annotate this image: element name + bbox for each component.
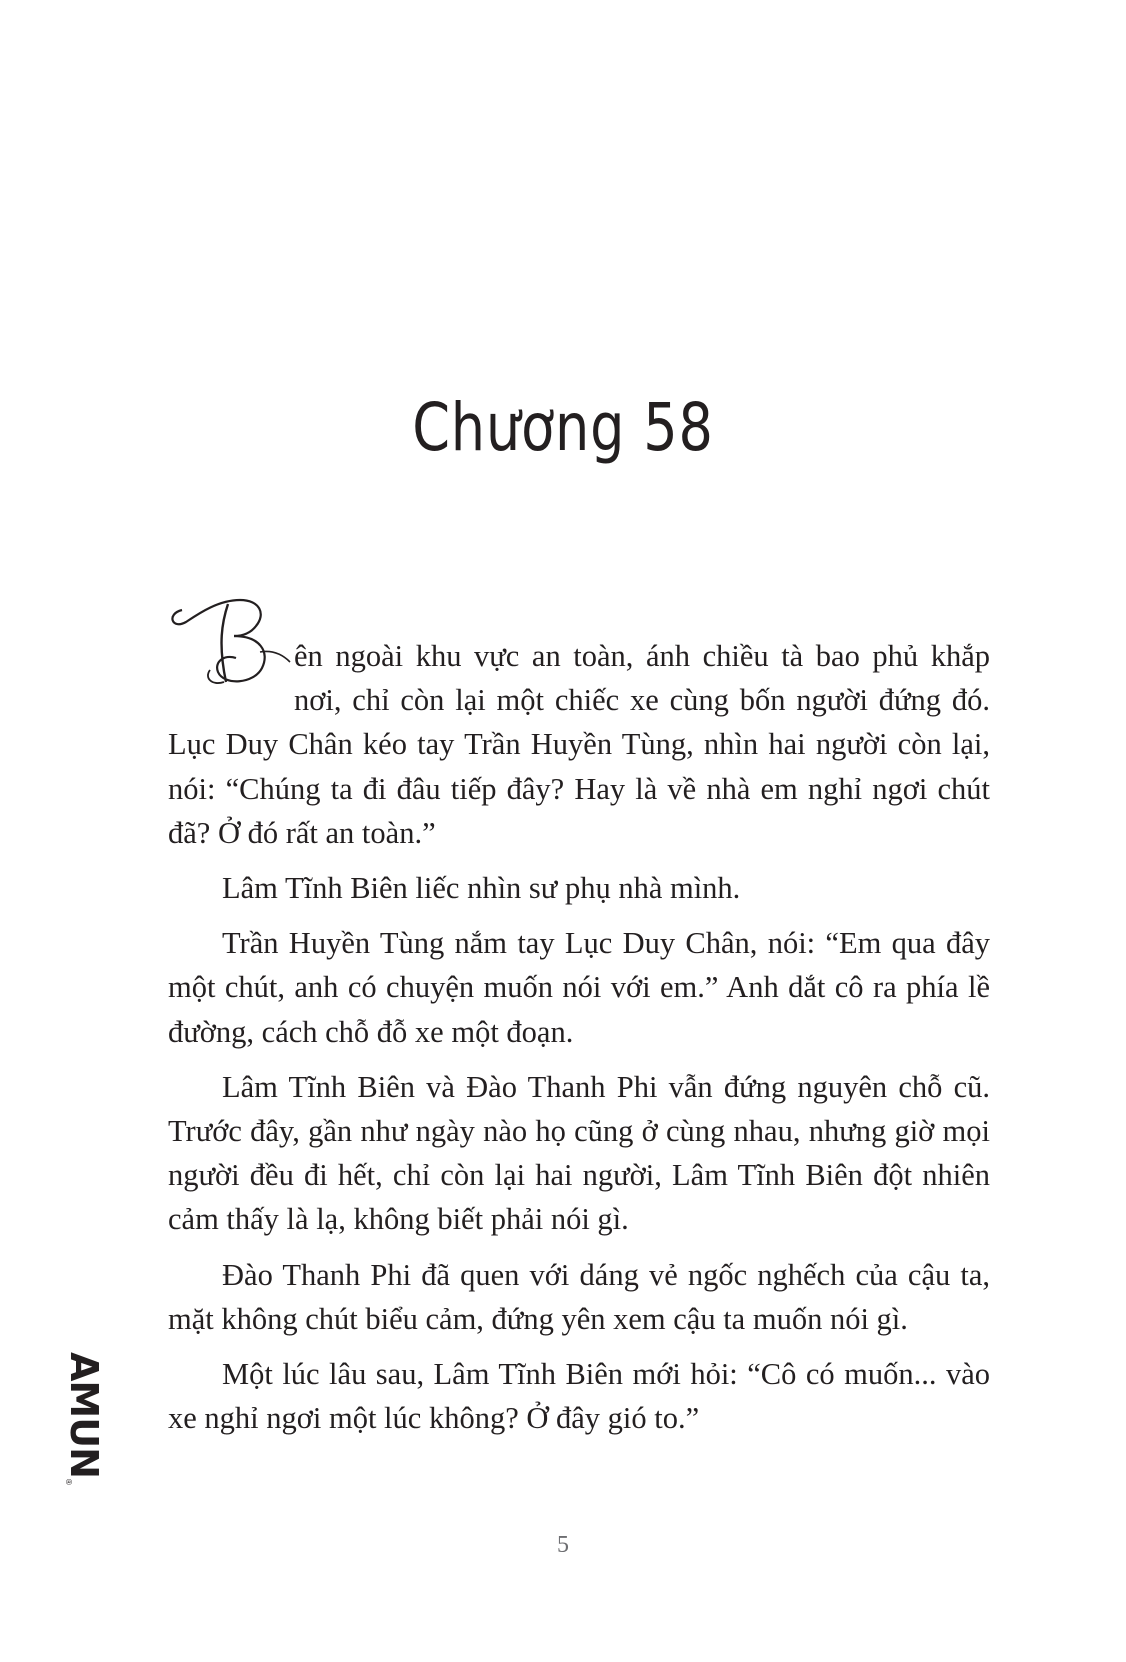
dropcap-flourish-icon [164, 592, 294, 688]
dropcap-b [164, 592, 294, 688]
registered-mark: ® [64, 1477, 73, 1486]
paragraph-5: Đào Thanh Phi đã quen với dáng vẻ ngốc nghếch của cậu ta, mặt không chút biểu cảm, đứng yên xem cậu ta muốn nói gì. [168, 1257, 990, 1336]
paragraph-1-text: ên ngoài khu vực an toàn, ánh chiều tà bao phủ khắp nơi, chỉ còn lại một chiếc xe cùng bốn người đứng đó. Lục Duy Chân kéo tay Trần Huyền Tùng, nhìn hai người còn lại, nói: “Chúng ta đi đâu tiếp đây? Hay là về nhà em nghỉ ngơi chút đã? Ở đó rất an toàn.” [168, 639, 990, 850]
paragraph-3: Trần Huyền Tùng nắm tay Lục Duy Chân, nói: “Em qua đây một chút, anh có chuyện muốn nói với em.” Anh dắt cô ra phía lề đường, cách chỗ đỗ xe một đoạn. [168, 926, 990, 1049]
chapter-title: Chương 58 [412, 389, 714, 466]
page-number: 5 [557, 1532, 569, 1558]
publisher-logo-text: AMUN [62, 1352, 106, 1478]
paragraph-6: Một lúc lâu sau, Lâm Tĩnh Biên mới hỏi: “Cô có muốn... vào xe nghỉ ngơi một lúc không? Ở đây gió to.” [168, 1357, 990, 1436]
paragraph-1 [168, 634, 990, 855]
publisher-logo [62, 1352, 106, 1486]
paragraph-4: Lâm Tĩnh Biên và Đào Thanh Phi vẫn đứng nguyên chỗ cũ. Trước đây, gần như ngày nào họ cũng ở cùng nhau, nhưng giờ mọi người đều đi hết, chỉ còn lại hai người, Lâm Tĩnh Biên đột nhiên cảm thấy là lạ, không biết phải nói gì. [168, 1069, 990, 1237]
paragraph-2: Lâm Tĩnh Biên liếc nhìn sư phụ nhà mình. [222, 871, 741, 906]
chapter-body [168, 634, 990, 1451]
